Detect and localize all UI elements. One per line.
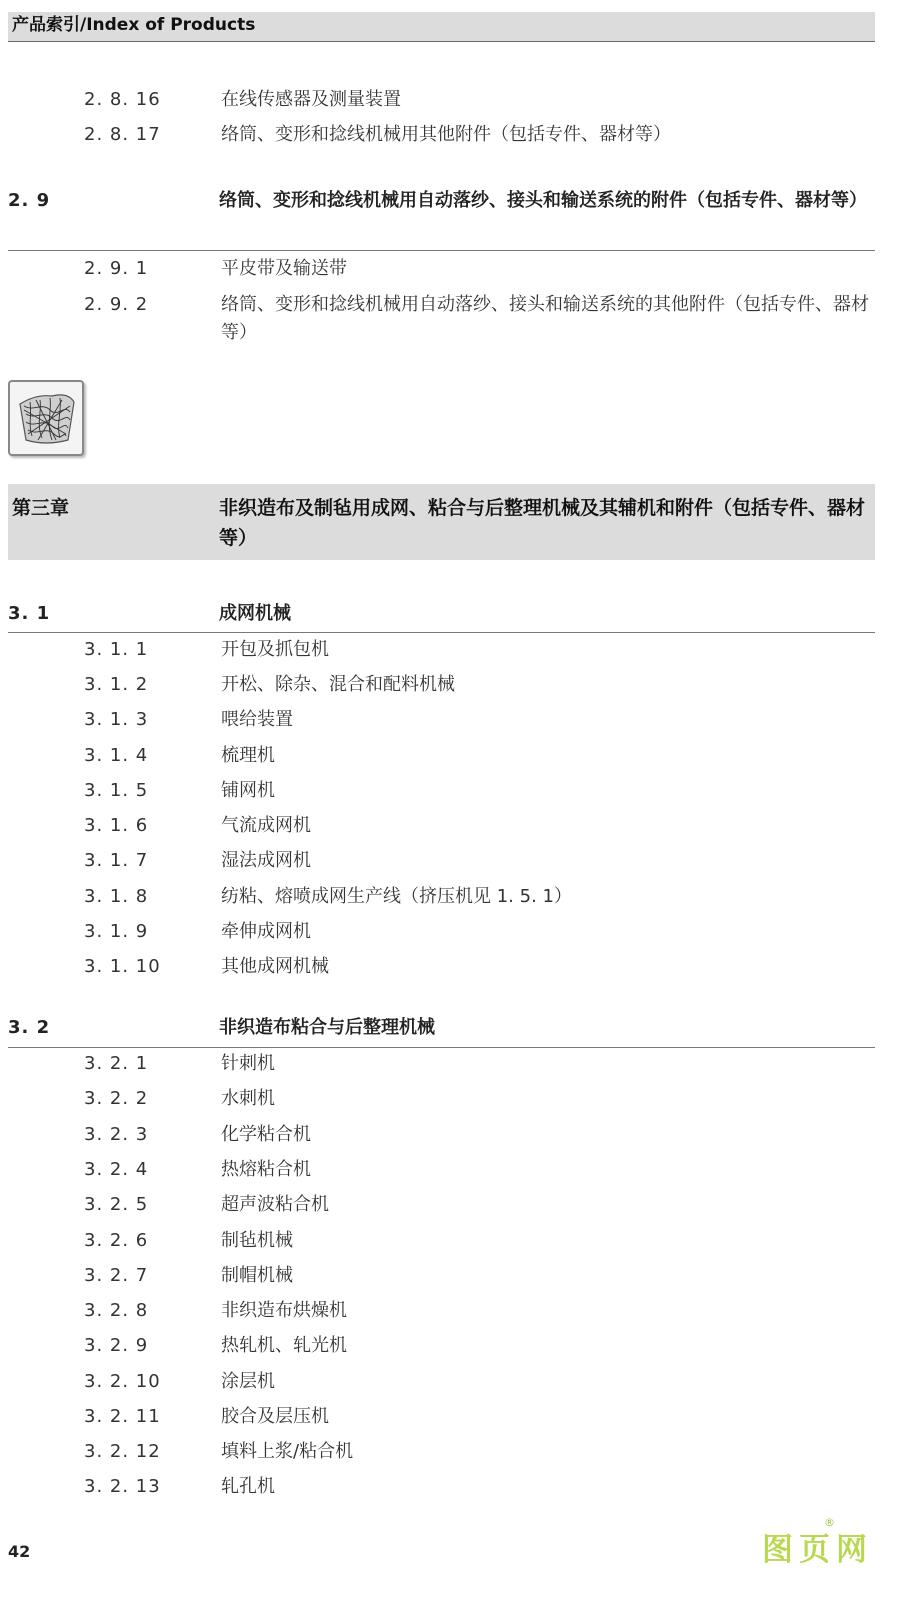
- section-heading: [8, 187, 875, 251]
- item-number: 3. 2. 4: [84, 1159, 149, 1180]
- list-item: [84, 847, 874, 875]
- item-number: 3. 1. 9: [84, 921, 149, 942]
- list-item: [84, 1473, 874, 1501]
- item-number: 3. 1. 2: [84, 674, 149, 695]
- list-item: [84, 291, 874, 347]
- item-text: 化学粘合机: [221, 1124, 311, 1145]
- item-text: 开包及抓包机: [221, 639, 329, 660]
- list-item: [84, 1191, 874, 1219]
- item-text: 胶合及层压机: [221, 1406, 329, 1427]
- item-number: 2. 9. 2: [84, 294, 149, 315]
- list-item: [84, 953, 874, 981]
- item-text: 平皮带及输送带: [221, 258, 347, 279]
- item-text: 针刺机: [221, 1053, 275, 1074]
- list-item: [84, 1050, 874, 1078]
- registered-mark: ®: [824, 1516, 835, 1529]
- item-number: 3. 1. 10: [84, 956, 161, 977]
- list-item: [84, 1332, 874, 1360]
- item-number: 3. 2. 13: [84, 1476, 161, 1497]
- list-item: [84, 777, 874, 805]
- item-text: 非织造布烘燥机: [221, 1300, 347, 1321]
- page-header: 产品索引/Index of Products: [8, 12, 875, 42]
- item-number: 3. 2. 2: [84, 1088, 149, 1109]
- list-item: [84, 671, 874, 699]
- item-number: 3. 2. 1: [84, 1053, 149, 1074]
- item-number: 3. 2. 10: [84, 1371, 161, 1392]
- item-number: 3. 2. 8: [84, 1300, 149, 1321]
- item-number: 3. 2. 11: [84, 1406, 161, 1427]
- list-item: [84, 918, 874, 946]
- list-item: [84, 1368, 874, 1396]
- list-item: [84, 1297, 874, 1325]
- item-number: 3. 1. 6: [84, 815, 149, 836]
- section-number: 3. 2: [8, 1017, 51, 1038]
- item-text: 纺粘、熔喷成网生产线（挤压机见 1. 5. 1）: [221, 886, 572, 907]
- item-text: 其他成网机械: [221, 956, 329, 977]
- item-number: 3. 1. 5: [84, 780, 149, 801]
- item-text: 制帽机械: [221, 1265, 293, 1286]
- item-text: 制毡机械: [221, 1230, 293, 1251]
- watermark-logo: [762, 1516, 872, 1566]
- page-number: 42: [8, 1542, 31, 1561]
- item-number: 3. 2. 3: [84, 1124, 149, 1145]
- item-text: 喂给装置: [221, 709, 293, 730]
- list-item: [84, 742, 874, 770]
- item-number: 2. 8. 16: [84, 89, 161, 110]
- item-text: 轧孔机: [221, 1476, 275, 1497]
- item-number: 3. 1. 4: [84, 745, 149, 766]
- section-number: 3. 1: [8, 603, 51, 624]
- item-text: 络筒、变形和捻线机械用自动落纱、接头和输送系统的其他附件（包括专件、器材等）: [221, 294, 869, 343]
- item-text: 梳理机: [221, 745, 275, 766]
- list-item: [84, 1227, 874, 1255]
- item-number: 3. 1. 8: [84, 886, 149, 907]
- list-item: [84, 1121, 874, 1149]
- item-number: 3. 2. 7: [84, 1265, 149, 1286]
- watermark-text: 图页网: [762, 1532, 873, 1568]
- section-title: 成网机械: [219, 603, 291, 624]
- item-text: 超声波粘合机: [221, 1194, 329, 1215]
- section-number: 2. 9: [8, 190, 51, 211]
- section-title: 络筒、变形和捻线机械用自动落纱、接头和输送系统的附件（包括专件、器材等）: [219, 190, 867, 211]
- nonwoven-fiber-web-icon: [8, 380, 84, 456]
- list-item: [84, 121, 874, 149]
- item-text: 填料上浆/粘合机: [221, 1441, 354, 1462]
- chapter-label: 第三章: [12, 497, 70, 519]
- list-item: [84, 1403, 874, 1431]
- item-text: 开松、除杂、混合和配料机械: [221, 674, 455, 695]
- list-item: [84, 255, 874, 283]
- item-number: 3. 1. 3: [84, 709, 149, 730]
- item-text: 络筒、变形和捻线机械用其他附件（包括专件、器材等）: [221, 124, 671, 145]
- item-text: 气流成网机: [221, 815, 311, 836]
- item-number: 3. 1. 7: [84, 850, 149, 871]
- list-item: [84, 86, 874, 114]
- chapter-heading: [8, 484, 875, 560]
- item-number: 3. 1. 1: [84, 639, 149, 660]
- section-heading: [8, 1014, 875, 1048]
- list-item: [84, 706, 874, 734]
- item-number: 2. 8. 17: [84, 124, 161, 145]
- list-item: [84, 636, 874, 664]
- item-text: 热轧机、轧光机: [221, 1335, 347, 1356]
- item-number: 3. 2. 12: [84, 1441, 161, 1462]
- list-item: [84, 812, 874, 840]
- section-heading: [8, 600, 875, 633]
- list-item: [84, 883, 874, 911]
- item-text: 水刺机: [221, 1088, 275, 1109]
- item-text: 湿法成网机: [221, 850, 311, 871]
- item-number: 2. 9. 1: [84, 258, 149, 279]
- item-number: 3. 2. 9: [84, 1335, 149, 1356]
- item-number: 3. 2. 6: [84, 1230, 149, 1251]
- section-title: 非织造布粘合与后整理机械: [219, 1017, 435, 1038]
- item-number: 3. 2. 5: [84, 1194, 149, 1215]
- item-text: 牵伸成网机: [221, 921, 311, 942]
- list-item: [84, 1156, 874, 1184]
- list-item: [84, 1262, 874, 1290]
- item-text: 热熔粘合机: [221, 1159, 311, 1180]
- chapter-title: 非织造布及制毡用成网、粘合与后整理机械及其辅机和附件（包括专件、器材等）: [219, 497, 866, 549]
- list-item: [84, 1438, 874, 1466]
- item-text: 在线传感器及测量装置: [221, 89, 401, 110]
- list-item: [84, 1085, 874, 1113]
- item-text: 铺网机: [221, 780, 275, 801]
- item-text: 涂层机: [221, 1371, 275, 1392]
